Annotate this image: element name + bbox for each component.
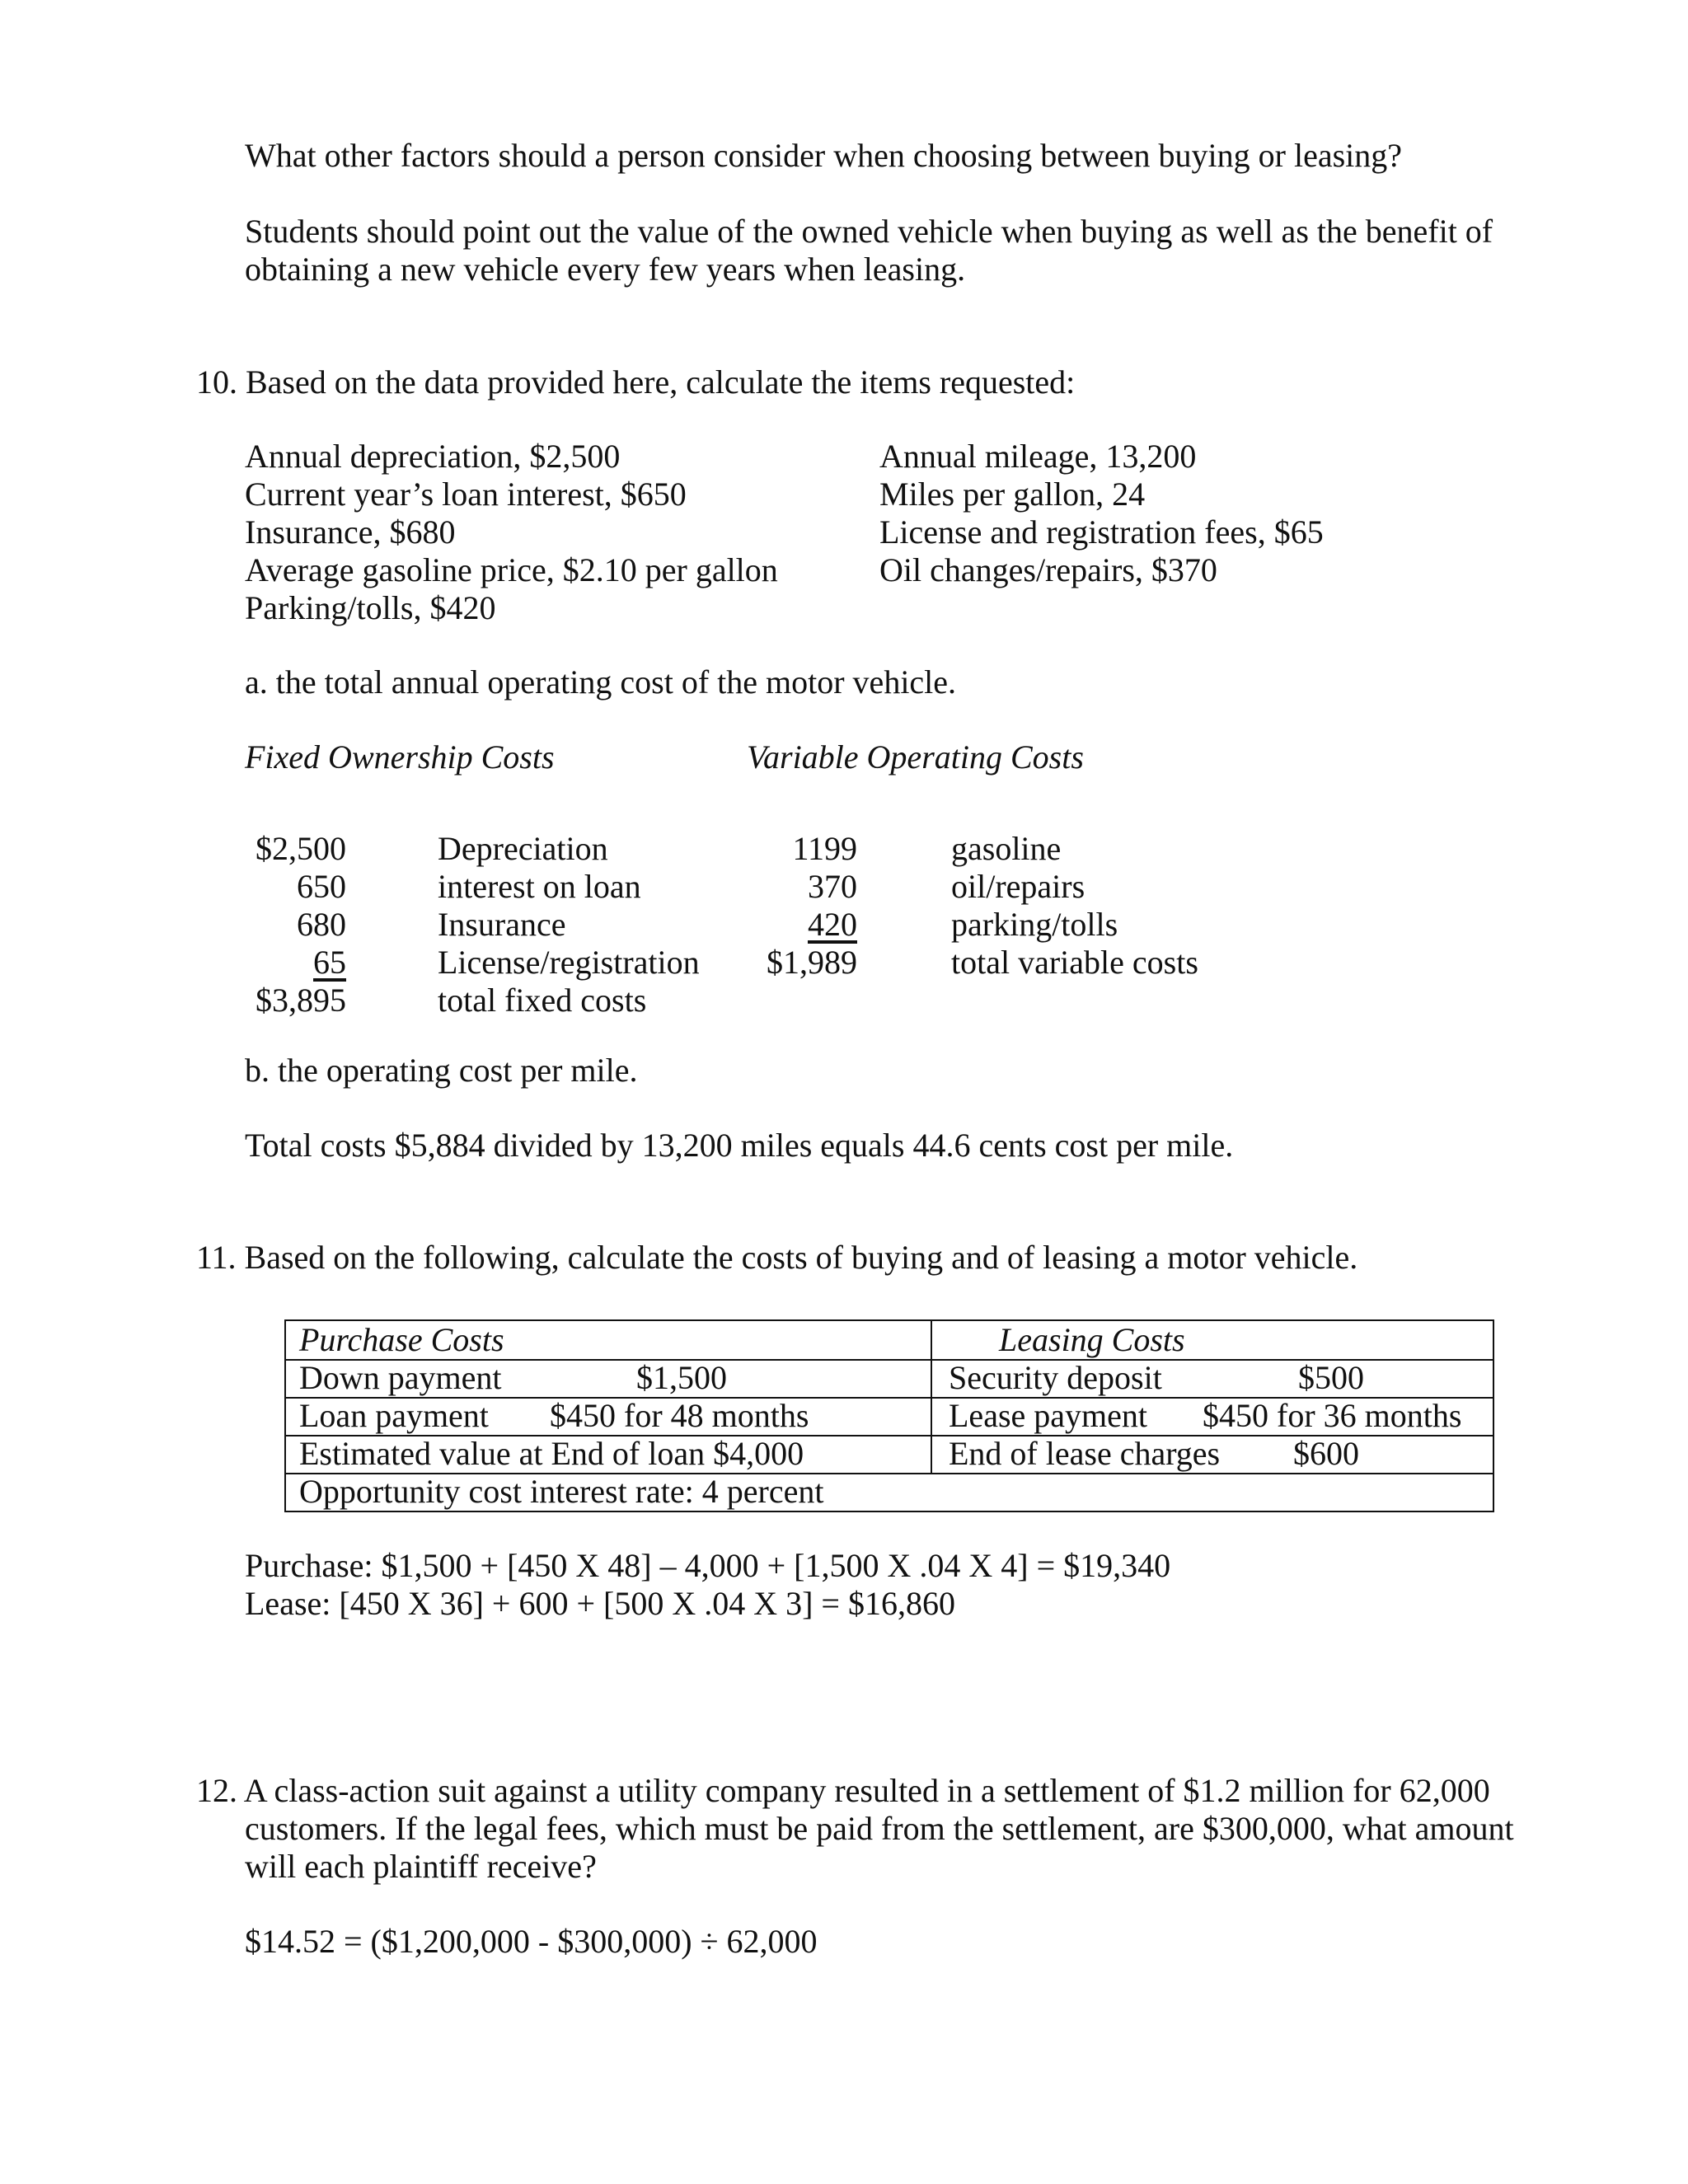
intro-answer-line2: obtaining a new vehicle every few years when leasing. [245, 251, 966, 288]
table-row [286, 1473, 1493, 1511]
fixed-label: interest on loan [438, 868, 641, 905]
data-left-item: Insurance, $680 [245, 513, 456, 551]
variable-labels [951, 830, 1198, 982]
intro-answer-line1: Students should point out the value of the owned vehicle when buying as well as the benefit of [245, 213, 1493, 250]
fixed-amount-total: $3,895 [256, 982, 346, 1019]
variable-amount-total: $1,989 [767, 944, 857, 981]
q12-line3: will each plaintiff receive? [245, 1848, 597, 1885]
variable-label: total variable costs [951, 944, 1198, 981]
fixed-label: total fixed costs [438, 982, 647, 1019]
data-left-item: Parking/tolls, $420 [245, 589, 496, 626]
data-right-item: Oil changes/repairs, $370 [879, 551, 1217, 588]
q10-part-b: b. the operating cost per mile. [245, 1052, 638, 1089]
buy-vs-lease-table [284, 1319, 1494, 1512]
q10-data-right [879, 438, 1324, 589]
end-of-lease-value: $600 [1293, 1435, 1359, 1472]
opportunity-cost: Opportunity cost interest rate: 4 percent [299, 1473, 824, 1510]
data-right-item: Annual mileage, 13,200 [879, 438, 1197, 475]
fixed-amount-underlined [243, 944, 346, 982]
table-row [286, 1321, 1493, 1361]
table-row [286, 1435, 1493, 1474]
estimated-value: Estimated value at End of loan $4,000 [299, 1435, 804, 1472]
end-of-lease-label: End of lease charges [949, 1435, 1221, 1472]
data-right-item: License and registration fees, $65 [879, 513, 1324, 551]
q12-line1: 12. A class-action suit against a utility company resulted in a settlement of $1.2 million for 62,000 [196, 1772, 1490, 1809]
variable-label: oil/repairs [951, 868, 1085, 905]
q10-part-b-answer: Total costs $5,884 divided by 13,200 miles equals 44.6 cents cost per mile. [245, 1127, 1234, 1164]
fixed-amount: 680 [297, 906, 346, 943]
fixed-label: License/registration [438, 944, 700, 981]
q10-part-a: a. the total annual operating cost of the motor vehicle. [245, 663, 957, 701]
data-left-item: Current year’s loan interest, $650 [245, 476, 687, 513]
table-row [286, 1359, 1493, 1399]
data-left-item: Annual depreciation, $2,500 [245, 438, 621, 475]
loan-payment-value: $450 for 48 months [550, 1397, 809, 1434]
fixed-amounts [243, 830, 346, 1019]
lease-payment-label: Lease payment [949, 1397, 1147, 1434]
lease-payment-value: $450 for 36 months [1203, 1397, 1462, 1434]
q12-line2: customers. If the legal fees, which must be paid from the settlement, are $300,000, what amount [245, 1810, 1514, 1847]
q10-prompt: 10. Based on the data provided here, calculate the items requested: [196, 363, 1076, 401]
down-payment-label: Down payment [299, 1359, 502, 1396]
variable-label: parking/tolls [951, 906, 1118, 943]
down-payment-value: $1,500 [636, 1359, 727, 1396]
variable-amount: 420 [808, 906, 857, 943]
q11-prompt: 11. Based on the following, calculate the costs of buying and of leasing a motor vehicle. [196, 1239, 1358, 1276]
fixed-label: Depreciation [438, 830, 608, 867]
intro-question: What other factors should a person consider when choosing between buying or leasing? [245, 137, 1403, 174]
variable-amounts [758, 830, 857, 982]
purchase-calculation: Purchase: $1,500 + [450 X 48] – 4,000 + [1,500 X .04 X 4] = $19,340 [245, 1547, 1171, 1584]
q12-answer: $14.52 = ($1,200,000 - $300,000) ÷ 62,000 [245, 1923, 818, 1960]
lease-calculation: Lease: [450 X 36] + 600 + [500 X .04 X 3] = $16,860 [245, 1585, 955, 1622]
variable-amount: 370 [808, 868, 857, 905]
fixed-amount: 65 [313, 944, 346, 981]
fixed-amount: $2,500 [256, 830, 346, 867]
variable-costs-heading: Variable Operating Costs [747, 738, 1084, 776]
data-left-item: Average gasoline price, $2.10 per gallon [245, 551, 778, 588]
loan-payment-label: Loan payment [299, 1397, 489, 1434]
table-row [286, 1397, 1493, 1436]
data-right-item: Miles per gallon, 24 [879, 476, 1146, 513]
fixed-label: Insurance [438, 906, 566, 943]
security-deposit-label: Security deposit [949, 1359, 1162, 1396]
security-deposit-value: $500 [1298, 1359, 1364, 1396]
fixed-amount: 650 [297, 868, 346, 905]
purchase-costs-heading: Purchase Costs [299, 1321, 504, 1358]
variable-amount: 1199 [792, 830, 857, 867]
fixed-costs-heading: Fixed Ownership Costs [245, 738, 555, 776]
q10-data-left [245, 438, 778, 627]
leasing-costs-heading: Leasing Costs [999, 1321, 1185, 1358]
variable-amount-underlined [758, 906, 857, 944]
fixed-labels [438, 830, 700, 1019]
variable-label: gasoline [951, 830, 1062, 867]
